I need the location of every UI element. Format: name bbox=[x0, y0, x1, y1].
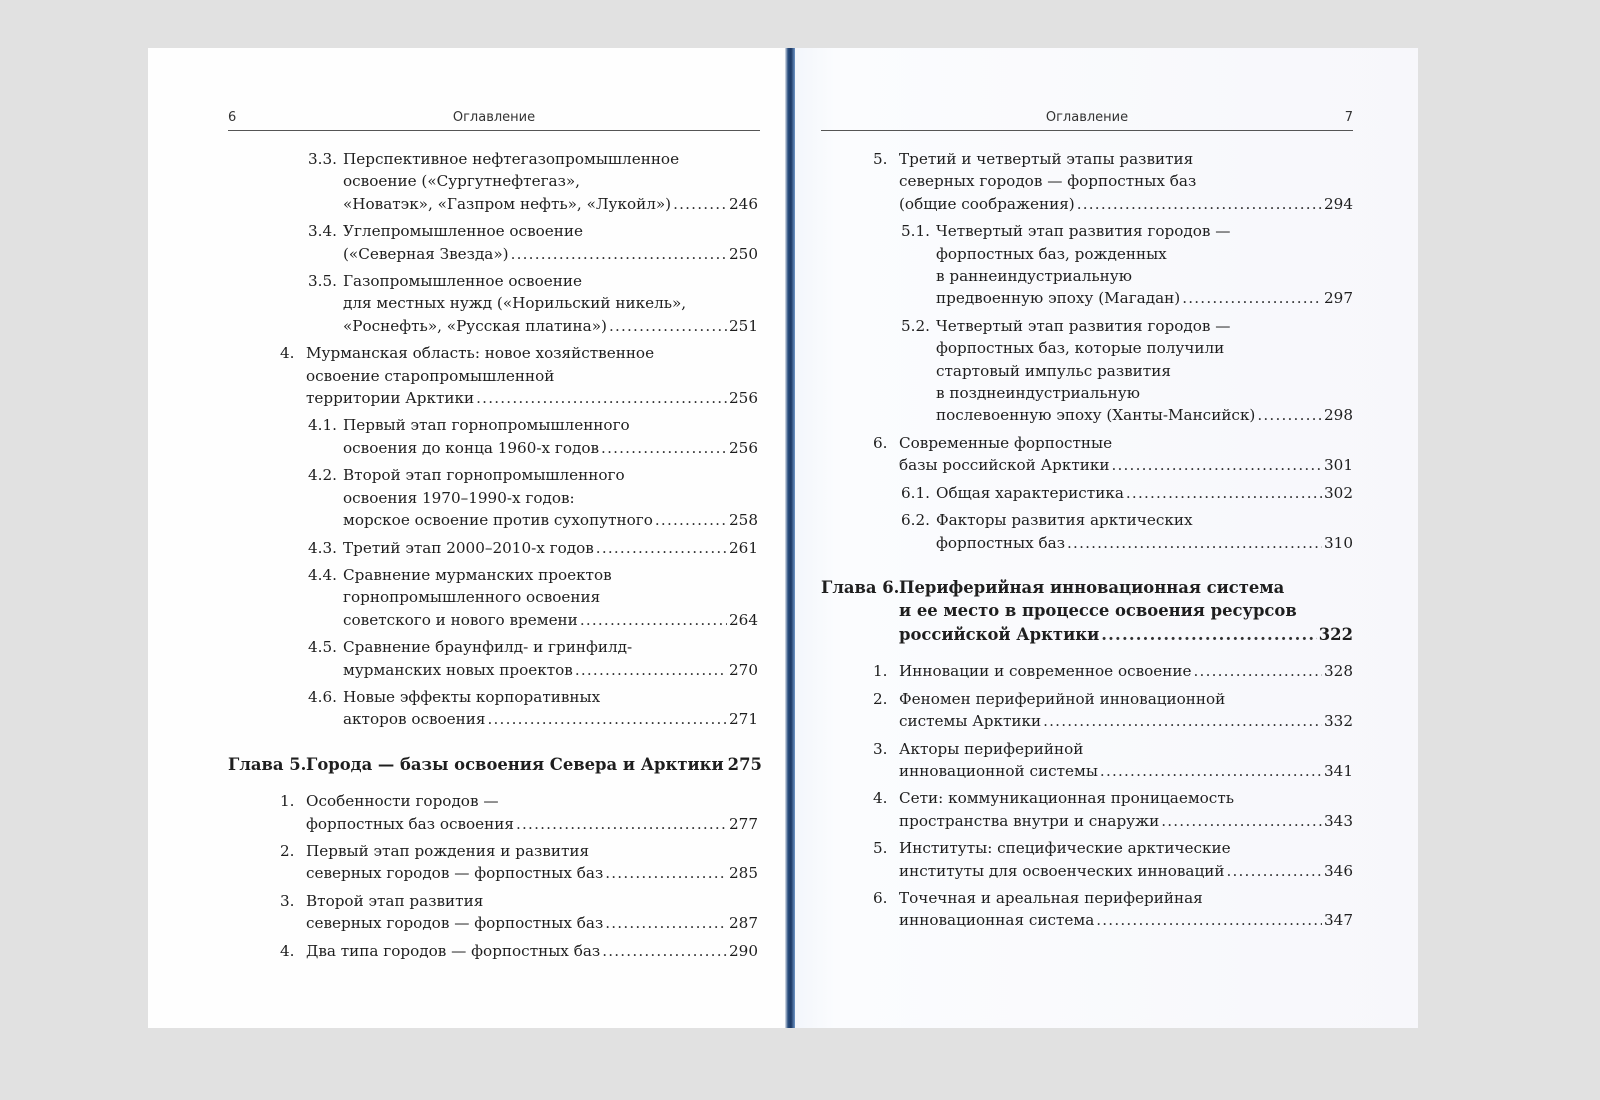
toc-entry[interactable] bbox=[821, 482, 1353, 504]
toc-page-number[interactable]: 290 bbox=[729, 941, 758, 960]
toc-entry-number: 4.1. bbox=[308, 416, 337, 435]
toc-entry-title-line: Третий и четвертый этапы развития bbox=[899, 150, 1194, 168]
toc-list-left bbox=[228, 148, 762, 967]
dot-leader bbox=[1043, 710, 1322, 732]
dot-leader bbox=[511, 243, 727, 265]
toc-entry-title-line: Второй этап развития bbox=[306, 891, 484, 910]
toc-entry-title-line: освоение старопромышленной bbox=[306, 366, 555, 385]
toc-page-number[interactable]: 297 bbox=[1324, 289, 1353, 308]
toc-entry[interactable] bbox=[228, 890, 758, 935]
toc-entry[interactable] bbox=[228, 342, 758, 409]
toc-page-number[interactable]: 246 bbox=[729, 194, 758, 213]
toc-entry-title-line: Феномен периферийной инновационной bbox=[899, 689, 1226, 708]
toc-entry-number: 4.3. bbox=[308, 538, 337, 557]
toc-entry-title-line: освоения 1970–1990-х годов: bbox=[343, 488, 575, 507]
right-page bbox=[795, 48, 1418, 1028]
dot-leader bbox=[1226, 860, 1322, 882]
toc-entry-title-line: форпостных баз, рожденных bbox=[936, 244, 1167, 263]
toc-entry-title-line: в позднеиндустриальную bbox=[936, 384, 1140, 403]
dot-leader bbox=[1182, 287, 1322, 309]
toc-entry-number: 3. bbox=[280, 891, 295, 910]
toc-entry-title-line: Города — базы освоения Севера и Арктики bbox=[306, 754, 724, 774]
toc-entry[interactable] bbox=[821, 688, 1353, 733]
toc-entry-title-line: в раннеиндустриальную bbox=[936, 267, 1132, 286]
dot-leader bbox=[1096, 909, 1322, 931]
toc-entry-title bbox=[343, 270, 758, 337]
dot-leader bbox=[1100, 760, 1322, 782]
toc-entry-number: 4.5. bbox=[308, 638, 337, 657]
toc-entry-title-line: Первый этап горнопромышленного bbox=[343, 416, 630, 435]
toc-entry-number: 4. bbox=[280, 941, 295, 960]
toc-entry-last-line bbox=[936, 404, 1353, 426]
toc-page-number[interactable]: 271 bbox=[729, 710, 758, 729]
toc-entry[interactable] bbox=[821, 220, 1353, 310]
toc-entry-title-line: Газопромышленное освоение bbox=[343, 272, 582, 291]
toc-entry-title bbox=[899, 660, 1353, 682]
toc-entry-title bbox=[936, 220, 1353, 310]
toc-entry-number: 6.1. bbox=[901, 483, 930, 502]
toc-entry[interactable] bbox=[821, 787, 1353, 832]
toc-entry-number: 5. bbox=[873, 839, 888, 858]
toc-entry-last-line bbox=[306, 387, 758, 409]
book-spread bbox=[148, 48, 1418, 1028]
dot-leader bbox=[575, 659, 727, 681]
toc-entry-title-line: институты для освоенческих инноваций bbox=[899, 861, 1225, 880]
toc-entry-title-line: форпостных баз, которые получили bbox=[936, 339, 1225, 358]
toc-entry-title-line: для местных нужд («Норильский никель», bbox=[343, 294, 687, 313]
toc-entry-title-line: мурманских новых проектов bbox=[343, 660, 573, 679]
toc-entry-number: 6. bbox=[873, 889, 888, 908]
toc-entry-title-line: «Роснефть», «Русская платина») bbox=[343, 316, 607, 335]
toc-entry-number: 6.2. bbox=[901, 511, 930, 530]
toc-entry-title bbox=[936, 315, 1353, 427]
dot-leader bbox=[601, 437, 727, 459]
dot-leader bbox=[488, 708, 728, 730]
toc-entry-title-line: Акторы периферийной bbox=[899, 739, 1084, 758]
toc-entry-last-line bbox=[343, 659, 758, 681]
toc-entry-title-line: Первый этап рождения и развития bbox=[306, 842, 590, 861]
toc-entry-number: 5. bbox=[873, 150, 888, 168]
toc-chapter-entry[interactable] bbox=[228, 753, 762, 777]
toc-entry-title-line: «Новатэк», «Газпром нефть», «Лукойл») bbox=[343, 194, 672, 213]
running-head-left bbox=[228, 108, 760, 131]
toc-entry-title bbox=[306, 940, 758, 962]
toc-entry[interactable] bbox=[821, 432, 1353, 477]
dot-leader bbox=[1067, 532, 1322, 554]
toc-entry-number: 3. bbox=[873, 739, 888, 758]
toc-page-number[interactable]: 275 bbox=[727, 754, 762, 774]
toc-entry[interactable] bbox=[228, 537, 758, 559]
toc-entry-number: 4.2. bbox=[308, 466, 337, 485]
toc-entry-last-line bbox=[899, 760, 1353, 782]
toc-entry-title bbox=[306, 890, 758, 935]
toc-page-number[interactable]: 264 bbox=[729, 610, 758, 629]
toc-entry-number: 4.6. bbox=[308, 687, 337, 706]
toc-entry-number: 5.1. bbox=[901, 222, 930, 241]
toc-page-number[interactable]: 341 bbox=[1324, 762, 1353, 781]
toc-entry-title-line: северных городов — форпостных баз bbox=[306, 864, 604, 883]
toc-entry-title-line: Общая характеристика bbox=[936, 483, 1124, 502]
toc-entry-title bbox=[306, 753, 762, 777]
toc-page-number[interactable]: 256 bbox=[729, 438, 758, 457]
toc-entry-last-line bbox=[306, 912, 758, 934]
toc-entry-title bbox=[936, 482, 1353, 504]
toc-entry[interactable] bbox=[821, 738, 1353, 783]
toc-entry-title bbox=[343, 414, 758, 459]
toc-entry-title bbox=[899, 837, 1353, 882]
toc-entry-last-line bbox=[899, 810, 1353, 832]
toc-entry-title-line: Мурманская область: новое хозяйственное bbox=[306, 344, 655, 363]
dot-leader bbox=[1077, 193, 1322, 215]
toc-entry-last-line bbox=[899, 909, 1353, 931]
toc-entry-title-line: Второй этап горнопромышленного bbox=[343, 466, 625, 485]
running-head-title: Оглавление bbox=[1045, 110, 1129, 125]
toc-entry-title-line: базы российской Арктики bbox=[899, 456, 1110, 475]
toc-entry-title-line: Новые эффекты корпоративных bbox=[343, 687, 601, 706]
toc-entry-title-line: послевоенную эпоху (Ханты-Мансийск) bbox=[936, 406, 1256, 425]
toc-entry-number: 4.4. bbox=[308, 565, 337, 584]
toc-entry[interactable] bbox=[821, 660, 1353, 682]
toc-entry[interactable] bbox=[228, 940, 758, 962]
toc-entry-last-line bbox=[306, 862, 758, 884]
toc-page-number[interactable]: 261 bbox=[729, 538, 758, 557]
dot-leader bbox=[596, 537, 727, 559]
toc-page-number[interactable]: 251 bbox=[729, 316, 758, 335]
toc-entry-title bbox=[899, 576, 1353, 647]
toc-page-number[interactable]: 287 bbox=[729, 914, 758, 933]
toc-entry-last-line bbox=[343, 609, 758, 631]
toc-entry-last-line bbox=[936, 287, 1353, 309]
toc-entry-title bbox=[306, 790, 758, 835]
toc-entry-last-line bbox=[899, 860, 1353, 882]
dot-leader bbox=[1194, 660, 1322, 682]
toc-entry-last-line bbox=[343, 315, 758, 337]
toc-entry-number: 4. bbox=[280, 344, 295, 363]
toc-entry-number: 1. bbox=[280, 792, 295, 811]
toc-entry[interactable] bbox=[228, 414, 758, 459]
running-head-title: Оглавление bbox=[452, 110, 536, 125]
dot-leader bbox=[605, 912, 727, 934]
toc-entry[interactable] bbox=[228, 270, 758, 337]
toc-entry-title-line: освоение («Сургутнефтегаз», bbox=[343, 172, 580, 191]
toc-entry-last-line bbox=[343, 193, 758, 215]
toc-entry-title-line: форпостных баз освоения bbox=[306, 814, 514, 833]
dot-leader bbox=[1257, 404, 1322, 426]
toc-entry-number: 3.3. bbox=[308, 150, 337, 168]
toc-page-number[interactable]: 301 bbox=[1324, 456, 1353, 475]
toc-entry-title-line: Сравнение мурманских проектов bbox=[343, 565, 612, 584]
toc-entry[interactable] bbox=[228, 220, 758, 265]
toc-entry-title bbox=[343, 220, 758, 265]
toc-entry-last-line bbox=[899, 660, 1353, 682]
running-head-right bbox=[821, 108, 1353, 131]
toc-entry-title-line: Два типа городов — форпостных баз bbox=[306, 941, 601, 960]
dot-leader bbox=[655, 509, 727, 531]
toc-entry[interactable] bbox=[228, 148, 758, 215]
toc-page-number[interactable]: 310 bbox=[1324, 533, 1353, 552]
toc-page-number[interactable]: 343 bbox=[1324, 811, 1353, 830]
toc-entry-title-line: российской Арктики bbox=[899, 624, 1100, 644]
toc-entry-title-line: и ее место в процессе освоения ресурсов bbox=[899, 601, 1297, 621]
toc-entry-number: 2. bbox=[280, 842, 295, 861]
toc-entry-title-line: горнопромышленного освоения bbox=[343, 588, 601, 607]
toc-entry-title bbox=[343, 464, 758, 531]
toc-page-number[interactable]: 332 bbox=[1324, 712, 1353, 731]
toc-list-right bbox=[821, 148, 1353, 937]
left-page bbox=[148, 48, 785, 1028]
toc-entry-number: 5.2. bbox=[901, 316, 930, 335]
toc-page-number[interactable]: 277 bbox=[729, 814, 758, 833]
toc-entry-title-line: пространства внутри и снаружи bbox=[899, 811, 1160, 830]
dot-leader bbox=[609, 315, 727, 337]
toc-page-number[interactable]: 302 bbox=[1324, 483, 1353, 502]
dot-leader bbox=[673, 193, 727, 215]
toc-entry-title-line: акторов освоения bbox=[343, 710, 486, 729]
toc-entry-title-line: форпостных баз bbox=[936, 533, 1066, 552]
toc-entry-title bbox=[899, 148, 1353, 215]
toc-entry-title-line: Инновации и современное освоение bbox=[899, 662, 1192, 681]
toc-entry[interactable] bbox=[228, 686, 758, 731]
toc-entry-last-line bbox=[936, 482, 1353, 504]
toc-entry-title-line: Третий этап 2000–2010-х годов bbox=[343, 538, 594, 557]
toc-entry[interactable] bbox=[228, 564, 758, 631]
toc-page-number[interactable]: 256 bbox=[729, 389, 758, 408]
toc-entry-title-line: Современные форпостные bbox=[899, 433, 1113, 452]
toc-entry-title-line: инновационная система bbox=[899, 911, 1095, 930]
page-number: 6 bbox=[228, 110, 237, 125]
toc-entry-title-line: предвоенную эпоху (Магадан) bbox=[936, 289, 1181, 308]
toc-entry-title bbox=[343, 686, 758, 731]
toc-entry[interactable] bbox=[228, 464, 758, 531]
toc-entry-title-line: советского и нового времени bbox=[343, 610, 578, 629]
toc-entry-number: 3.5. bbox=[308, 272, 337, 291]
toc-entry-title-line: (общие соображения) bbox=[899, 194, 1075, 213]
toc-entry-title bbox=[899, 787, 1353, 832]
toc-entry-last-line bbox=[306, 940, 758, 962]
toc-entry-title bbox=[306, 840, 758, 885]
toc-entry-last-line bbox=[343, 537, 758, 559]
toc-entry-title bbox=[899, 738, 1353, 783]
dot-leader bbox=[516, 813, 727, 835]
toc-entry-title bbox=[936, 509, 1353, 554]
toc-entry-last-line bbox=[899, 710, 1353, 732]
dot-leader bbox=[602, 940, 727, 962]
toc-entry-title-line: морское освоение против сухопутного bbox=[343, 511, 653, 530]
toc-entry-title-line: инновационной системы bbox=[899, 762, 1098, 781]
toc-entry-title-line: Точечная и ареальная периферийная bbox=[899, 889, 1203, 908]
toc-entry-number: 4. bbox=[873, 789, 888, 808]
toc-entry[interactable] bbox=[821, 509, 1353, 554]
toc-page-number[interactable]: 258 bbox=[729, 511, 758, 530]
toc-entry[interactable] bbox=[228, 790, 758, 835]
toc-entry-last-line bbox=[306, 753, 762, 777]
toc-entry-title-line: Четвертый этап развития городов — bbox=[936, 222, 1231, 241]
toc-entry-last-line bbox=[343, 243, 758, 265]
toc-page-number[interactable]: 346 bbox=[1324, 861, 1353, 880]
toc-entry-title-line: северных городов — форпостных баз bbox=[899, 172, 1197, 191]
toc-entry-title bbox=[343, 537, 758, 559]
toc-entry-last-line bbox=[899, 193, 1353, 215]
toc-entry-title bbox=[899, 432, 1353, 477]
toc-entry-title-line: Институты: специфические арктические bbox=[899, 839, 1231, 858]
dot-leader bbox=[1161, 810, 1322, 832]
toc-entry-title bbox=[343, 636, 758, 681]
toc-entry-last-line bbox=[306, 813, 758, 835]
toc-entry-number: Глава 5. bbox=[228, 754, 307, 774]
toc-page-number[interactable]: 294 bbox=[1324, 194, 1353, 213]
toc-entry-last-line bbox=[343, 437, 758, 459]
toc-page-number[interactable]: 322 bbox=[1318, 624, 1353, 644]
book-spine bbox=[785, 48, 795, 1028]
dot-leader bbox=[605, 862, 727, 884]
dot-leader bbox=[580, 609, 727, 631]
toc-entry-last-line bbox=[343, 708, 758, 730]
toc-entry[interactable] bbox=[821, 148, 1353, 215]
toc-entry-title-line: Периферийная инновационная система bbox=[899, 577, 1285, 597]
dot-leader bbox=[1111, 454, 1322, 476]
dot-leader bbox=[1126, 482, 1322, 504]
toc-entry-title-line: территории Арктики bbox=[306, 389, 475, 408]
toc-entry[interactable] bbox=[228, 636, 758, 681]
toc-entry-last-line bbox=[899, 623, 1353, 647]
toc-page-number[interactable]: 250 bbox=[729, 244, 758, 263]
toc-entry-title-line: Факторы развития арктических bbox=[936, 511, 1193, 530]
toc-entry-title-line: Особенности городов — bbox=[306, 792, 499, 811]
dot-leader bbox=[1101, 623, 1317, 647]
toc-entry-title bbox=[343, 148, 758, 215]
toc-chapter-entry[interactable] bbox=[821, 576, 1353, 647]
toc-entry-number: 2. bbox=[873, 689, 888, 708]
toc-entry-title-line: Сравнение браунфилд- и гринфилд- bbox=[343, 638, 633, 657]
toc-entry-last-line bbox=[343, 509, 758, 531]
toc-entry-title bbox=[899, 688, 1353, 733]
toc-entry-title-line: Углепромышленное освоение bbox=[343, 222, 583, 241]
toc-page-number[interactable]: 328 bbox=[1324, 662, 1353, 681]
toc-entry-title-line: Сети: коммуникационная проницаемость bbox=[899, 789, 1234, 808]
toc-page-number[interactable]: 347 bbox=[1324, 911, 1353, 930]
toc-entry-title-line: стартовый импульс развития bbox=[936, 361, 1171, 380]
toc-entry-title-line: («Северная Звезда») bbox=[343, 244, 509, 263]
toc-entry-last-line bbox=[899, 454, 1353, 476]
toc-entry-title-line: системы Арктики bbox=[899, 712, 1042, 731]
toc-entry[interactable] bbox=[821, 837, 1353, 882]
toc-page-number[interactable]: 270 bbox=[729, 660, 758, 679]
toc-page-number[interactable]: 298 bbox=[1324, 406, 1353, 425]
toc-entry-title bbox=[899, 887, 1353, 932]
toc-entry-title bbox=[343, 564, 758, 631]
toc-entry-title-line: Четвертый этап развития городов — bbox=[936, 316, 1231, 335]
page-number: 7 bbox=[1344, 110, 1353, 125]
toc-entry-number: 6. bbox=[873, 433, 888, 452]
toc-entry-title-line: освоения до конца 1960-х годов bbox=[343, 438, 600, 457]
toc-entry[interactable] bbox=[821, 887, 1353, 932]
toc-entry[interactable] bbox=[228, 840, 758, 885]
toc-entry-title-line: Перспективное нефтегазопромышленное bbox=[343, 150, 680, 168]
toc-entry-title bbox=[306, 342, 758, 409]
toc-entry-last-line bbox=[936, 532, 1353, 554]
toc-page-number[interactable]: 285 bbox=[729, 864, 758, 883]
dot-leader bbox=[476, 387, 727, 409]
toc-entry-number: 3.4. bbox=[308, 222, 337, 241]
toc-entry[interactable] bbox=[821, 315, 1353, 427]
toc-entry-number: Глава 6. bbox=[821, 577, 900, 597]
toc-entry-number: 1. bbox=[873, 662, 888, 681]
toc-entry-title-line: северных городов — форпостных баз bbox=[306, 914, 604, 933]
